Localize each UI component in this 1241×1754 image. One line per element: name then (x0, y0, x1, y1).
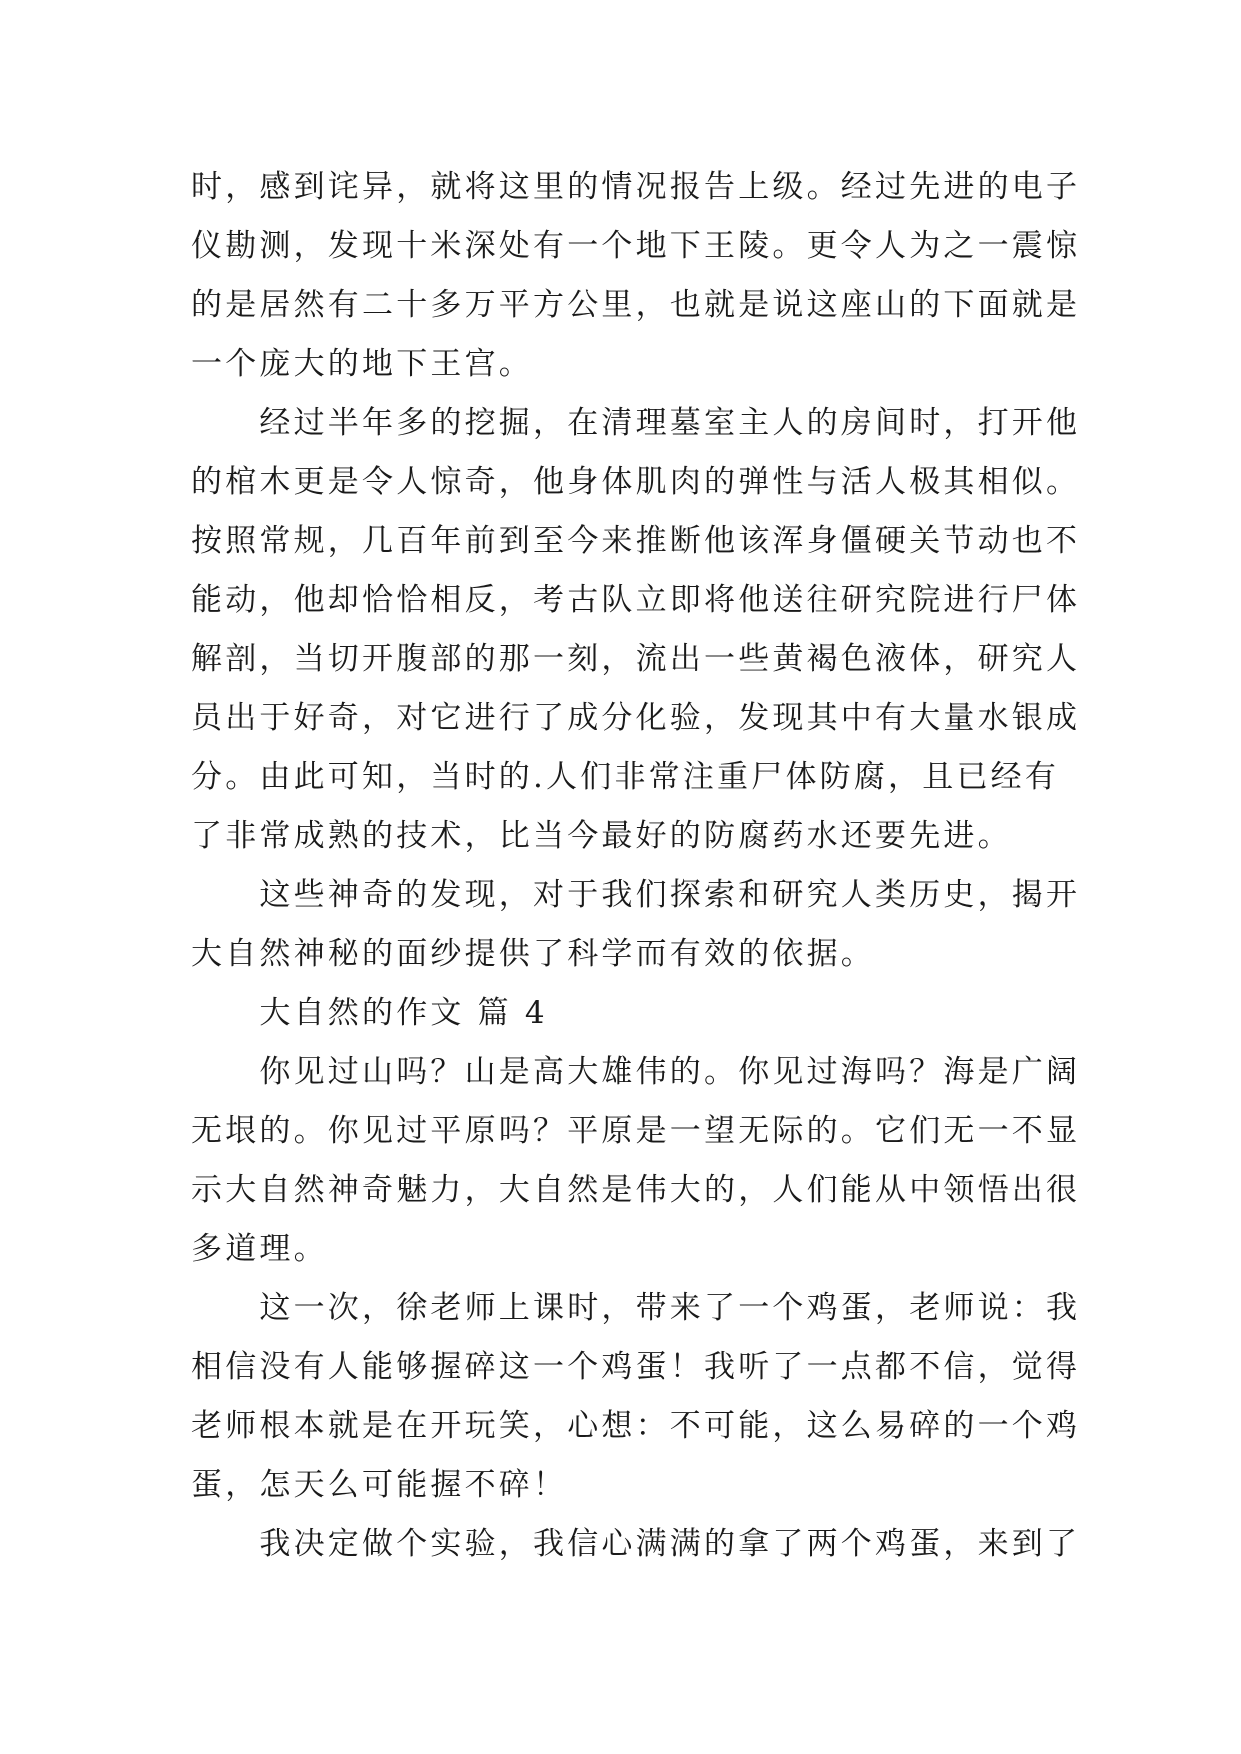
text-line: 无垠的。你见过平原吗？平原是一望无际的。它们无一不显 (191, 1113, 1081, 1149)
text-line: 分。由此可知，当时的.人们非常注重尸体防腐，且已经有 (191, 759, 1060, 795)
text-line: 能动，他却恰恰相反，考古队立即将他送往研究院进行尸体 (191, 582, 1081, 618)
text-line: 员出于好奇，对它进行了成分化验，发现其中有大量水银成 (191, 700, 1081, 736)
text-line: 我决定做个实验，我信心满满的拿了两个鸡蛋，来到了 (191, 1526, 1081, 1562)
text-line: 蛋，怎天么可能握不碎！ (191, 1467, 568, 1503)
section-heading: 大自然的作文 篇 4 (191, 995, 548, 1031)
text-line: 解剖，当切开腹部的那一刻，流出一些黄褐色液体，研究人 (191, 641, 1081, 677)
text-line: 相信没有人能够握碎这一个鸡蛋！我听了一点都不信，觉得 (191, 1349, 1081, 1385)
text-line: 的是居然有二十多万平方公里，也就是说这座山的下面就是 (191, 287, 1081, 323)
text-line: 这一次，徐老师上课时，带来了一个鸡蛋，老师说：我 (191, 1290, 1081, 1326)
text-line: 这些神奇的发现，对于我们探索和研究人类历史，揭开 (191, 877, 1081, 913)
text-line: 经过半年多的挖掘，在清理墓室主人的房间时，打开他 (191, 405, 1081, 441)
text-line: 老师根本就是在开玩笑，心想：不可能，这么易碎的一个鸡 (191, 1408, 1081, 1444)
text-line: 一个庞大的地下王宫。 (191, 346, 533, 382)
text-line: 仪勘测，发现十米深处有一个地下王陵。更令人为之一震惊 (191, 228, 1081, 264)
text-line: 时，感到诧异，就将这里的情况报告上级。经过先进的电子 (191, 169, 1081, 205)
text-line: 按照常规，几百年前到至今来推断他该浑身僵硬关节动也不 (191, 523, 1081, 559)
text-line: 的棺木更是令人惊奇，他身体肌肉的弹性与活人极其相似。 (191, 464, 1081, 500)
text-line: 示大自然神奇魅力，大自然是伟大的，人们能从中领悟出很 (191, 1172, 1081, 1208)
text-line: 你见过山吗？山是高大雄伟的。你见过海吗？海是广阔 (191, 1054, 1081, 1090)
text-line: 大自然神秘的面纱提供了科学而有效的依据。 (191, 936, 875, 972)
text-line: 多道理。 (191, 1231, 328, 1267)
body-text (191, 158, 1081, 1574)
text-line: 了非常成熟的技术，比当今最好的防腐药水还要先进。 (191, 818, 1012, 854)
